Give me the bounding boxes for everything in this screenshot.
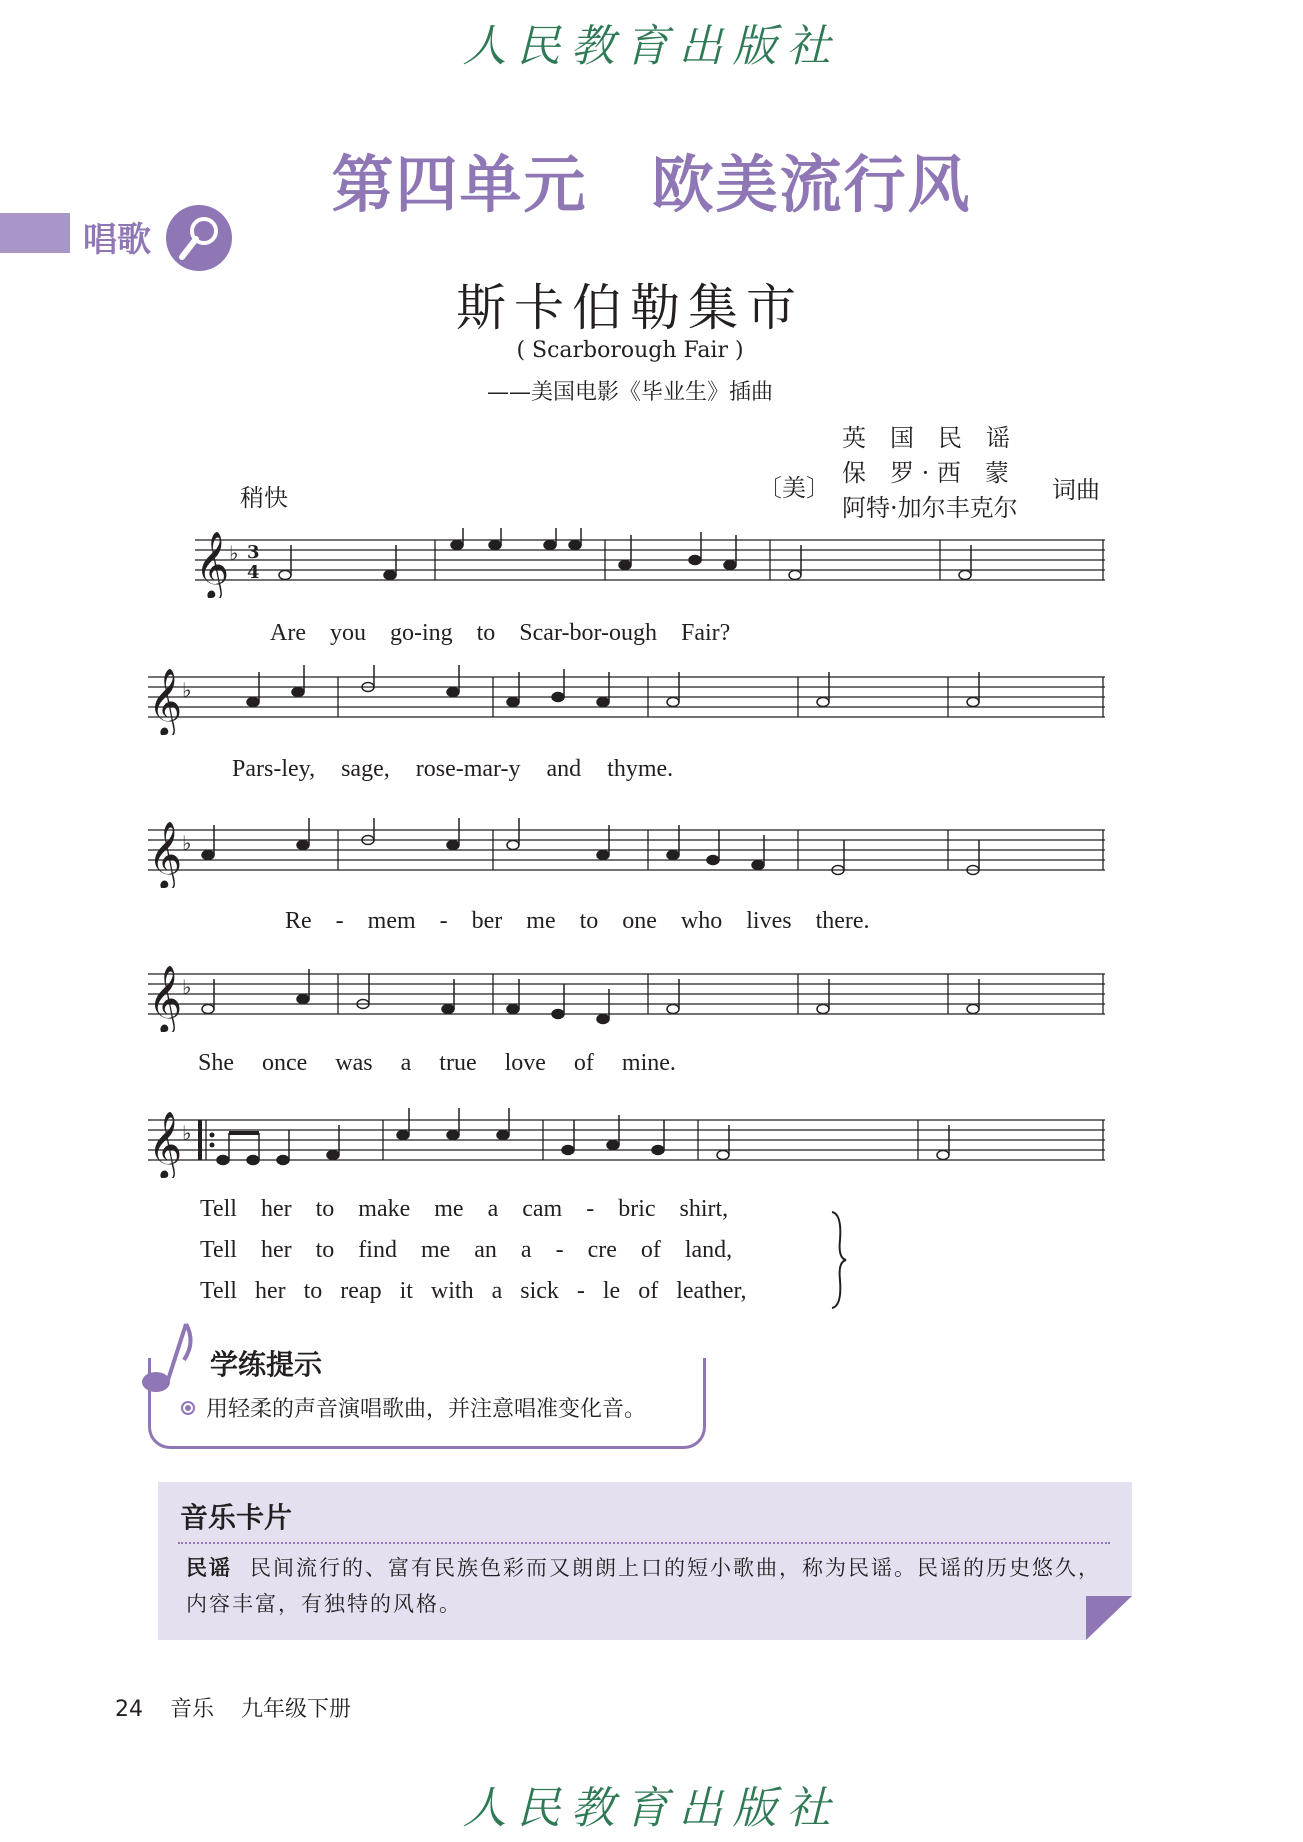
svg-text:𝄞: 𝄞	[148, 1110, 183, 1178]
song-source-note: ——美国电影《毕业生》插曲	[486, 380, 773, 405]
lyrics-line-3: Re - mem - ber me to one who lives there.	[285, 908, 870, 934]
music-staff-5	[148, 1108, 1105, 1178]
credit-origin: 英 国 民 谣	[842, 424, 1010, 452]
credit-person-1: 保 罗 · 西 蒙	[842, 459, 1009, 487]
tempo-marking: 稍快	[240, 484, 288, 512]
music-card-definition: 民间流行的、富有民族色彩而又朗朗上口的短小歌曲，称为民谣。民谣的历史悠久，内容丰富，有独特的风格。	[186, 1556, 1101, 1616]
music-card-title: 音乐卡片	[180, 1501, 293, 1534]
svg-text:𝄞: 𝄞	[148, 667, 183, 735]
lyrics-line-4: She once was a true love of mine.	[198, 1050, 676, 1076]
svg-text:♭: ♭	[182, 1121, 192, 1145]
section-bar	[0, 213, 70, 253]
tips-title: 学练提示	[210, 1343, 330, 1383]
publisher-logo-top: 人民教育出版社	[462, 21, 841, 72]
verse-brace	[828, 1210, 848, 1314]
svg-text:𝄞: 𝄞	[148, 964, 183, 1032]
credit-nation: 〔美〕	[758, 474, 830, 502]
music-card-term: 民谣	[186, 1556, 232, 1580]
card-corner-fold	[1086, 1596, 1132, 1644]
section-label: 唱歌	[83, 220, 151, 260]
music-card-text	[186, 1550, 1106, 1622]
svg-text:♭: ♭	[182, 831, 192, 855]
page-footer	[115, 1692, 371, 1723]
song-english-title: ( Scarborough Fair )	[516, 338, 744, 363]
footer-grade: 九年级下册	[241, 1697, 352, 1722]
publisher-logo-bottom: 人民教育出版社	[462, 1783, 841, 1834]
tips-text: 用轻柔的声音演唱歌曲，并注意唱准变化音。	[206, 1397, 647, 1422]
svg-text:♭: ♭	[182, 678, 192, 702]
lyrics-line-6: Tell her to find me an a - cre of land,	[200, 1237, 733, 1263]
song-title: 斯卡伯勒集市	[456, 279, 804, 337]
bullet-icon	[180, 1400, 196, 1420]
unit-title: 第四单元 欧美流行风	[331, 148, 972, 221]
lyrics-line-5: Tell her to make me a cam - bric shirt,	[200, 1196, 729, 1222]
lyrics-line-1: Are you go-ing to Scar-bor-ough Fair?	[270, 620, 731, 646]
svg-text:♭: ♭	[182, 975, 192, 999]
lyrics-line-2: Pars-ley, sage, rose-mar-y and thyme.	[232, 756, 674, 782]
card-divider	[178, 1538, 1110, 1544]
credit-role: 词曲	[1052, 476, 1100, 504]
time-signature-top: 3	[247, 542, 260, 563]
microphone-icon	[166, 205, 232, 271]
music-staff-4	[148, 962, 1105, 1032]
svg-text:𝄞: 𝄞	[195, 530, 230, 598]
music-staff-3	[148, 818, 1105, 888]
music-staff-2	[148, 665, 1105, 735]
lyrics-line-7: Tell her to reap it with a sick - le of leather,	[200, 1278, 747, 1304]
credit-person-2: 阿特·加尔丰克尔	[842, 494, 1018, 522]
page-number: 24	[115, 1697, 143, 1722]
music-staff-1	[195, 528, 1105, 598]
svg-text:♭: ♭	[229, 541, 239, 565]
footer-subject: 音乐	[170, 1697, 215, 1722]
time-signature-bottom: 4	[247, 562, 260, 583]
svg-text:𝄞: 𝄞	[148, 820, 183, 888]
